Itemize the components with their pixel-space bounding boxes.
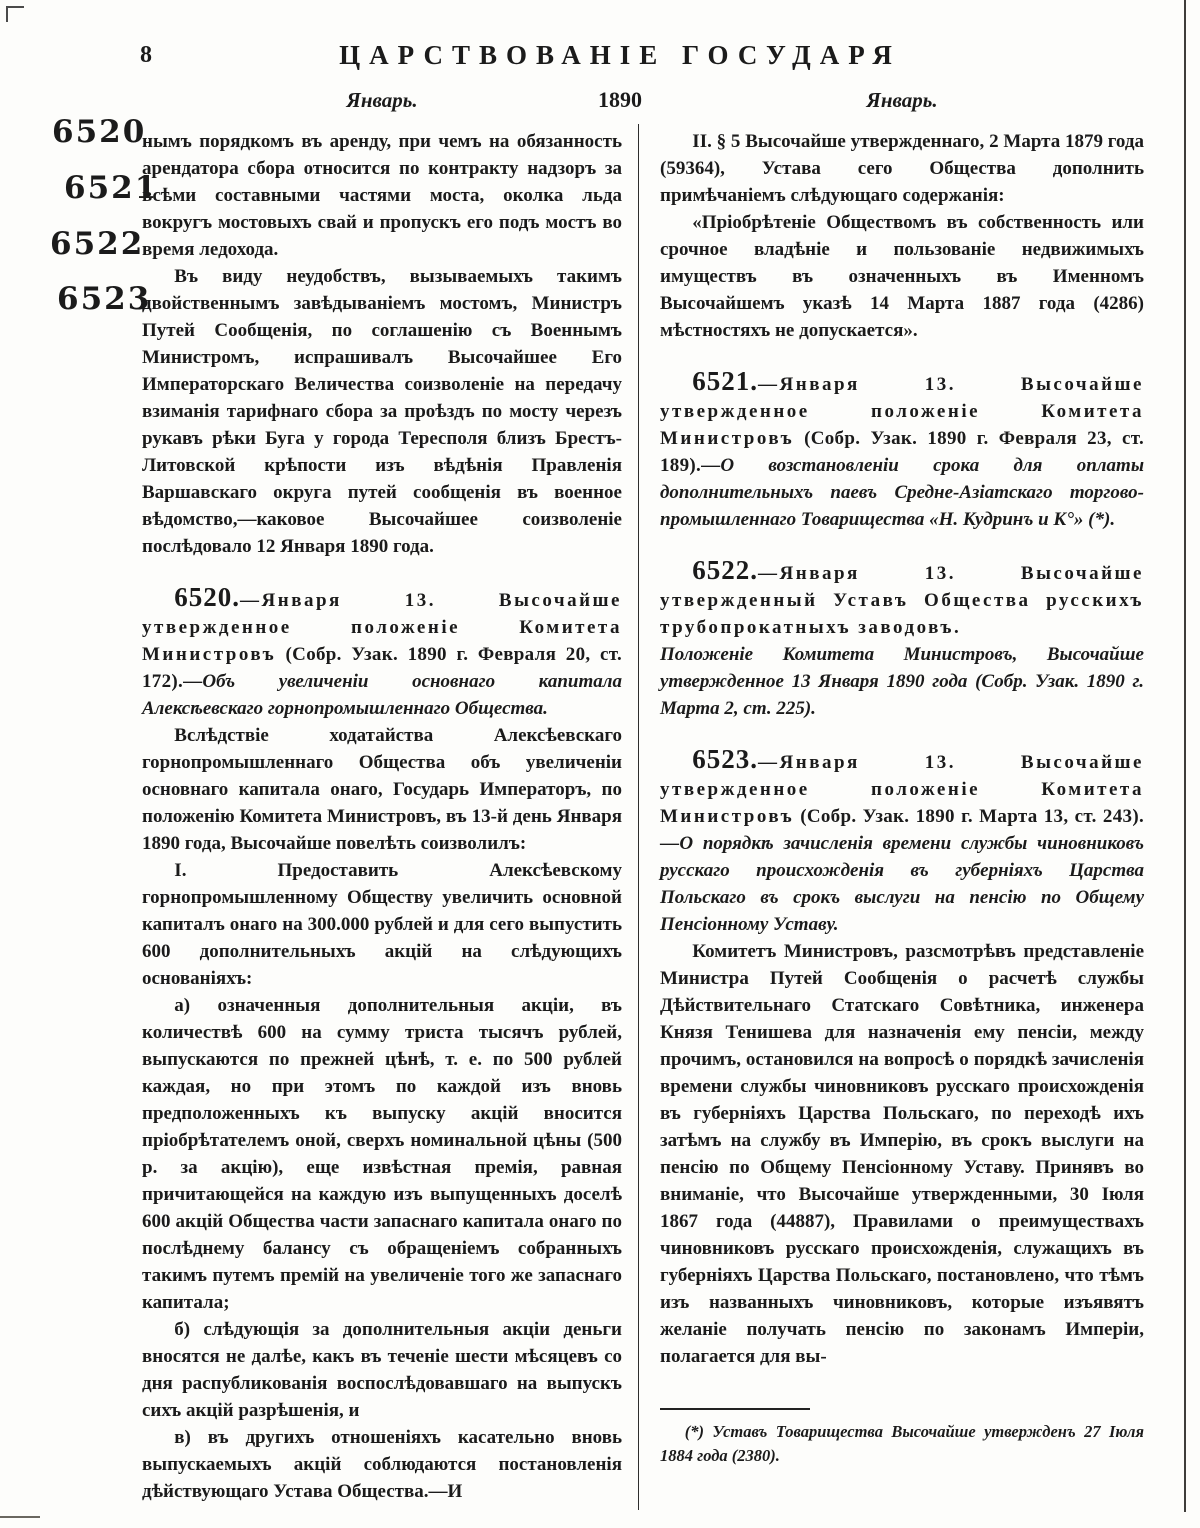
entry-6521: [660, 368, 1144, 533]
paragraph: I. Предоставить Алексѣевскому горнопромышленному Обществу увеличить основной капиталъ онаго на 300.000 рублей и для сего выпустить 600 дополнительныхъ акцій на слѣдующихъ основаніяхъ:: [142, 860, 622, 989]
entry-reference: (Собр. Узак. 1890 г. Марта 13, ст. 243).—: [660, 806, 1145, 854]
footnote-rule: [660, 1408, 810, 1410]
entry-number: 6523.: [692, 744, 759, 774]
entry-6520: [142, 584, 622, 1505]
entry-subject: О возстановленіи срока для оплаты дополнительныхъ паевъ Средне-Азіатскаго торгово-промышленнаго Товарищества «Н. Кудринъ и К°» (*).: [660, 455, 1144, 530]
running-month-right: Январь.: [866, 88, 938, 112]
entry-6522: [660, 557, 1144, 722]
margin-act-number: 6521: [64, 170, 159, 206]
footnote: [660, 1408, 1144, 1468]
entry-heading: [660, 557, 1144, 641]
paragraph: «Пріобрѣтеніе Обществомъ въ собственность или срочное владѣніе и пользованіе недвижимыхъ имуществъ въ означенныхъ въ Именномъ Высочайшемъ указѣ 14 Марта 1887 года (4286) мѣстностяхъ не допускается».: [660, 212, 1144, 341]
entry-heading: [660, 746, 1144, 938]
entry-subject: О порядкѣ зачисленія времени службы чиновниковъ русскаго происхожденія въ губерніяхъ Царства Польскаго въ срокъ выслуги на пенсію по Общему Пенсіонному Уставу.: [660, 833, 1144, 935]
entry-note: Положеніе Комитета Министровъ, Высочайше утвержденное 13 Января 1890 года (Собр. Узак. 1890 г. Марта 2, ст. 225).: [660, 644, 1144, 719]
paragraph: II. § 5 Высочайше утвержденнаго, 2 Марта 1879 года (59364), Устава сего Общества дополнить примѣчаніемъ слѣдующаго содержанія:: [660, 131, 1144, 206]
margin-act-number: 6523: [57, 281, 152, 317]
paragraph: Комитетъ Министровъ, разсмотрѣвъ представленіе Министра Путей Сообщенія о расчетѣ службы Дѣйствительнаго Статскаго Совѣтника, инженера Князя Тенишева для назначенія ему пенсіи, между прочимъ, остановился на вопросѣ о порядкѣ зачисленія времени службы чиновниковъ русскаго происхожденія въ губерніяхъ Царства Польскаго, по переходѣ ихъ затѣмъ на службу въ Имперію, въ срокъ выслуги на пенсію по Общему Пенсіонному Уставу. Принявъ во вниманіе, что Высочайше утвержденными, 30 Іюля 1867 года (44887), Правилами о преимуществахъ чиновниковъ русскаго происхожденія, служащихъ въ губерніяхъ Царства Польскаго, постановлено, что тѣмъ изъ названныхъ чиновниковъ, которые изъявятъ желаніе получать пенсію по законамъ Имперіи, полагается для вы-: [660, 941, 1144, 1367]
margin-act-number: 6522: [50, 226, 145, 262]
column-divider-rule: [638, 124, 639, 1510]
entry-intro: —Января 13. Высочайше утвержденное положеніе Комитета Министровъ: [660, 752, 1144, 827]
scan-edge-bottom: [0, 1516, 40, 1518]
running-month-left: Январь.: [346, 88, 418, 112]
running-year: 1890: [598, 87, 642, 112]
entry-intro: —Января 13. Высочайше утвержденное положеніе Комитета Министровъ: [660, 374, 1144, 449]
entry-reference: (Собр. Узак. 1890 г. Февраля 20, ст. 172).—: [142, 644, 623, 692]
paragraph: нымъ порядкомъ въ аренду, при чемъ на обязанность арендатора сбора относится по контракту надзоръ за всѣми составными частями моста, околка льда вокругъ мостовыхъ свай и пропускъ его подъ мостъ во время ледохода.: [142, 131, 622, 260]
entry-subject: Объ увеличеніи основнаго капитала Алексѣевскаго горнопромышленнаго Общества.: [142, 671, 622, 719]
paragraph: б) слѣдующія за дополнительныя акціи деньги вносятся не далѣе, какъ въ теченіе шести мѣсяцевъ со дня распубликованія воспослѣдовавшаго на выпускъ сихъ акцій разрѣшенія, и: [142, 1319, 622, 1421]
page-title: ЦАРСТВОВАНІЕ ГОСУДАРЯ: [339, 40, 901, 70]
paragraph: Вслѣдствіе ходатайства Алексѣевскаго горнопромышленнаго Общества объ увеличеніи основнаго капитала онаго, Государь Императоръ, по положенію Комитета Министровъ, въ 13-й день Января 1890 года, Высочайше повелѣть соизволилъ:: [142, 725, 622, 854]
entry-6523: [660, 746, 1144, 1370]
entry-number: 6521.: [692, 366, 759, 396]
margin-act-number: 6520: [52, 114, 147, 150]
entry-number: 6522.: [692, 555, 759, 585]
scan-corner-mark: [6, 6, 24, 22]
paragraph: Въ виду неудобствъ, вызываемыхъ такимъ двойственнымъ завѣдываніемъ мостомъ, Министръ Путей Сообщенія, по соглашенію съ Военнымъ Министромъ, испрашивалъ Высочайшее Его Императорскаго Величества соизволеніе на передачу взиманія тарифнаго сбора за проѣздъ по мосту черезъ рукавъ рѣки Буга у города Тересполя близъ Брестъ-Литовской крѣпости изъ вѣдѣнія Правленія Варшавскаго округа путей сообщенія въ военное вѣдомство,—каковое Высочайшее соизволеніе послѣдовало 12 Января 1890 года.: [142, 266, 622, 557]
right-column: [660, 128, 1144, 1370]
entry-intro: —Января 13. Высочайше утвержденный Уставъ Общества русскихъ трубопрокатныхъ заводовъ.: [660, 563, 1144, 638]
entry-intro: —Января 13. Высочайше утвержденное положеніе Комитета Министровъ: [142, 590, 622, 665]
page-number: 8: [140, 42, 152, 68]
scan-edge-right: [1184, 0, 1186, 1512]
footnote-text: (*) Уставъ Товарищества Высочайше утвержденъ 27 Іюля 1884 года (2380).: [660, 1422, 1144, 1465]
entry-reference: (Собр. Узак. 1890 г. Февраля 23, ст. 189).—: [660, 428, 1144, 476]
left-column: [142, 128, 622, 1505]
entry-number: 6520.: [174, 582, 241, 612]
paragraph: а) означенныя дополнительныя акціи, въ количествѣ 600 на сумму триста тысячъ рублей, выпускаются по прежней цѣнѣ, т. е. по 500 рублей каждая, но при этомъ по каждой изъ вновь предположенныхъ къ выпуску акцій вносится пріобрѣтателемъ оной, сверхъ номинальной цѣны (500 р. за акцію), еще извѣстная премія, равная причитающейся на каждую изъ выпущенныхъ доселѣ 600 акцій Общества части запаснаго капитала онаго по послѣднему балансу съ обращеніемъ собранныхъ такимъ путемъ премій на увеличеніе того же запаснаго капитала;: [142, 995, 622, 1313]
paragraph: в) въ другихъ отношеніяхъ касательно вновь выпускаемыхъ акцій соблюдаются постановленія дѣйствующаго Устава Общества.—И: [142, 1427, 622, 1502]
entry-heading: [660, 368, 1144, 533]
entry-heading: [142, 584, 622, 722]
